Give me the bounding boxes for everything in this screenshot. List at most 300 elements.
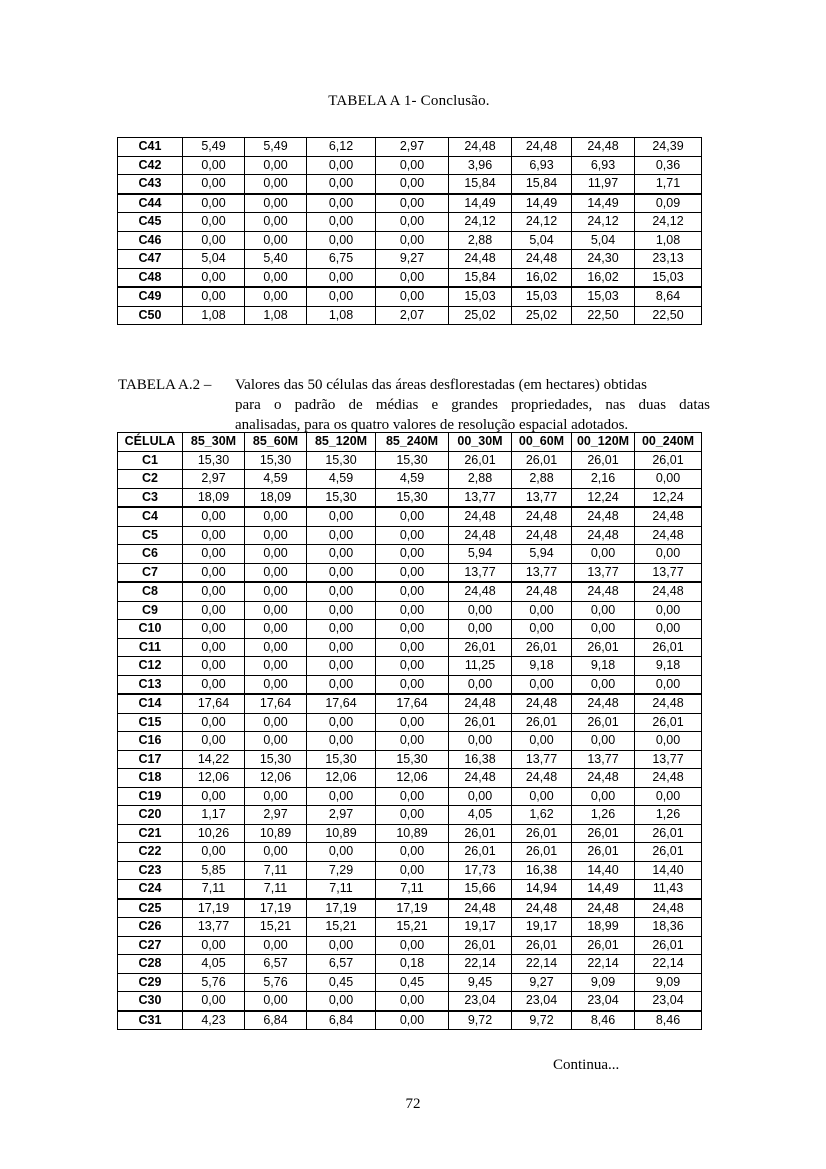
- table-cell: 0,00: [376, 713, 449, 732]
- column-header: 00_60M: [512, 433, 572, 452]
- table-cell: 19,17: [449, 918, 512, 937]
- table-row: [118, 750, 702, 769]
- table-cell: 6,57: [307, 955, 376, 974]
- cell-id: C30: [118, 992, 183, 1011]
- table1-body: [118, 138, 702, 325]
- table-cell: 14,94: [512, 880, 572, 899]
- table-row: [118, 138, 702, 157]
- table-cell: 8,46: [572, 1011, 635, 1030]
- table-cell: 9,18: [572, 657, 635, 676]
- table-cell: 0,00: [635, 470, 702, 489]
- table-cell: 12,24: [572, 488, 635, 507]
- table-cell: 0,00: [376, 156, 449, 175]
- table-cell: 14,49: [572, 194, 635, 213]
- table-cell: 26,01: [572, 936, 635, 955]
- table-cell: 0,00: [376, 620, 449, 639]
- table-cell: 24,48: [635, 582, 702, 601]
- table-cell: 0,00: [449, 601, 512, 620]
- table-cell: 24,12: [635, 213, 702, 232]
- table-cell: 15,21: [307, 918, 376, 937]
- table-cell: 4,05: [183, 955, 245, 974]
- table-cell: 23,04: [572, 992, 635, 1011]
- table-row: [118, 992, 702, 1011]
- table-cell: 0,00: [572, 675, 635, 694]
- table-row: [118, 231, 702, 250]
- table-cell: 0,00: [245, 526, 307, 545]
- table-row: [118, 694, 702, 713]
- table-cell: 7,11: [307, 880, 376, 899]
- table-cell: 0,00: [245, 194, 307, 213]
- table-cell: 24,48: [635, 507, 702, 526]
- table-cell: 0,00: [376, 843, 449, 862]
- column-header: 85_30M: [183, 433, 245, 452]
- table-cell: 14,49: [512, 194, 572, 213]
- table-cell: 26,01: [635, 451, 702, 470]
- table-cell: 14,49: [449, 194, 512, 213]
- table-row: [118, 955, 702, 974]
- table-cell: 13,77: [512, 750, 572, 769]
- table-cell: 17,19: [245, 899, 307, 918]
- table-cell: 15,03: [572, 287, 635, 306]
- table-cell: 26,01: [449, 936, 512, 955]
- table-cell: 0,00: [245, 582, 307, 601]
- table2-caption-line-1: Valores das 50 células das áreas desflorestadas (em hectares) obtidas: [235, 377, 647, 393]
- table-cell: 0,00: [245, 175, 307, 194]
- table-cell: 2,97: [307, 806, 376, 825]
- table-cell: 0,00: [245, 545, 307, 564]
- table-cell: 0,00: [183, 194, 245, 213]
- cell-id: C10: [118, 620, 183, 639]
- table-cell: 24,48: [512, 138, 572, 157]
- table-cell: 0,00: [183, 213, 245, 232]
- cell-id: C1: [118, 451, 183, 470]
- table-cell: 0,00: [183, 268, 245, 287]
- cell-id: C4: [118, 507, 183, 526]
- table2: [117, 432, 702, 1030]
- table-cell: 0,00: [376, 1011, 449, 1030]
- table-cell: 24,48: [635, 769, 702, 788]
- table-cell: 15,30: [307, 488, 376, 507]
- table-cell: 16,38: [449, 750, 512, 769]
- table-cell: 15,21: [245, 918, 307, 937]
- table-cell: 13,77: [512, 563, 572, 582]
- table-row: [118, 899, 702, 918]
- table-cell: 9,72: [512, 1011, 572, 1030]
- table-cell: 0,00: [245, 287, 307, 306]
- table-cell: 0,00: [183, 507, 245, 526]
- table-cell: 0,00: [376, 601, 449, 620]
- table-cell: 24,48: [572, 138, 635, 157]
- table-cell: 14,49: [572, 880, 635, 899]
- table-row: [118, 451, 702, 470]
- table-cell: 5,04: [512, 231, 572, 250]
- table-cell: 24,12: [512, 213, 572, 232]
- table-row: [118, 601, 702, 620]
- table-cell: 25,02: [512, 306, 572, 325]
- table-cell: 6,84: [245, 1011, 307, 1030]
- table-cell: 0,00: [449, 732, 512, 751]
- table-cell: 0,00: [376, 638, 449, 657]
- table-cell: 0,00: [376, 787, 449, 806]
- table-cell: 0,00: [245, 657, 307, 676]
- table-cell: 0,00: [183, 582, 245, 601]
- table-cell: 0,00: [307, 268, 376, 287]
- table-cell: 0,00: [635, 601, 702, 620]
- table-cell: 0,00: [307, 638, 376, 657]
- table-cell: 15,84: [512, 175, 572, 194]
- table-cell: 26,01: [512, 713, 572, 732]
- table-cell: 24,48: [449, 582, 512, 601]
- table-cell: 0,00: [449, 675, 512, 694]
- cell-id: C49: [118, 287, 183, 306]
- table1-title: [0, 93, 826, 110]
- table-cell: 0,00: [307, 545, 376, 564]
- table-cell: 0,00: [307, 582, 376, 601]
- table-cell: 6,84: [307, 1011, 376, 1030]
- cell-id: C11: [118, 638, 183, 657]
- table-cell: 10,89: [307, 824, 376, 843]
- table-cell: 15,03: [635, 268, 702, 287]
- table-row: [118, 545, 702, 564]
- table-cell: 26,01: [635, 843, 702, 862]
- table-cell: 0,00: [183, 563, 245, 582]
- table-cell: 5,49: [245, 138, 307, 157]
- table-cell: 0,00: [183, 231, 245, 250]
- table-cell: 24,48: [449, 769, 512, 788]
- table-cell: 0,00: [307, 992, 376, 1011]
- table-cell: 7,11: [245, 880, 307, 899]
- table-cell: 0,00: [572, 545, 635, 564]
- table-cell: 4,23: [183, 1011, 245, 1030]
- table-cell: 23,04: [635, 992, 702, 1011]
- table-cell: 13,77: [183, 918, 245, 937]
- table-cell: 4,59: [245, 470, 307, 489]
- column-header: 85_60M: [245, 433, 307, 452]
- table-cell: 3,96: [449, 156, 512, 175]
- table-cell: 0,00: [307, 563, 376, 582]
- table-cell: 26,01: [572, 638, 635, 657]
- cell-id: C24: [118, 880, 183, 899]
- table2-header-row: [118, 433, 702, 452]
- table-cell: 0,00: [183, 843, 245, 862]
- table-cell: 0,00: [307, 713, 376, 732]
- table-cell: 0,00: [183, 713, 245, 732]
- table-cell: 24,48: [449, 138, 512, 157]
- table-row: [118, 824, 702, 843]
- table2-caption: [118, 375, 710, 435]
- cell-id: C43: [118, 175, 183, 194]
- table-cell: 0,00: [183, 601, 245, 620]
- table-cell: 0,00: [307, 620, 376, 639]
- table-cell: 22,14: [572, 955, 635, 974]
- page-number: 72: [405, 1096, 421, 1112]
- table-cell: 24,48: [512, 582, 572, 601]
- cell-id: C26: [118, 918, 183, 937]
- table-cell: 6,93: [572, 156, 635, 175]
- cell-id: C46: [118, 231, 183, 250]
- table-row: [118, 638, 702, 657]
- table-cell: 15,03: [449, 287, 512, 306]
- table-cell: 23,04: [512, 992, 572, 1011]
- table-cell: 24,48: [572, 582, 635, 601]
- table-cell: 26,01: [449, 638, 512, 657]
- table-cell: 2,16: [572, 470, 635, 489]
- table-cell: 0,00: [376, 287, 449, 306]
- table-cell: 15,30: [376, 451, 449, 470]
- table-cell: 0,00: [245, 843, 307, 862]
- table-cell: 0,00: [572, 620, 635, 639]
- table-cell: 7,29: [307, 861, 376, 880]
- table-cell: 15,21: [376, 918, 449, 937]
- table-cell: 7,11: [376, 880, 449, 899]
- table-cell: 0,00: [449, 787, 512, 806]
- table-cell: 15,84: [449, 175, 512, 194]
- table-cell: 0,00: [183, 992, 245, 1011]
- table-cell: 0,00: [183, 675, 245, 694]
- table-cell: 0,00: [183, 936, 245, 955]
- table-cell: 0,00: [245, 638, 307, 657]
- table-cell: 9,18: [635, 657, 702, 676]
- cell-id: C22: [118, 843, 183, 862]
- table-cell: 5,94: [449, 545, 512, 564]
- table-cell: 0,00: [376, 657, 449, 676]
- table-cell: 2,07: [376, 306, 449, 325]
- table-cell: 0,00: [635, 620, 702, 639]
- table-cell: 9,09: [572, 973, 635, 992]
- table-cell: 2,88: [449, 470, 512, 489]
- table-row: [118, 175, 702, 194]
- table-cell: 24,39: [635, 138, 702, 157]
- cell-id: C15: [118, 713, 183, 732]
- table-cell: 0,00: [307, 213, 376, 232]
- table-cell: 10,89: [245, 824, 307, 843]
- table-cell: 14,40: [572, 861, 635, 880]
- table-cell: 0,00: [376, 992, 449, 1011]
- table-cell: 22,50: [572, 306, 635, 325]
- cell-id: C19: [118, 787, 183, 806]
- table-row: [118, 526, 702, 545]
- cell-id: C47: [118, 250, 183, 269]
- table-cell: 22,50: [635, 306, 702, 325]
- cell-id: C17: [118, 750, 183, 769]
- table-cell: 1,26: [572, 806, 635, 825]
- table-cell: 0,00: [512, 601, 572, 620]
- table-row: [118, 787, 702, 806]
- cell-id: C8: [118, 582, 183, 601]
- table-cell: 0,45: [376, 973, 449, 992]
- table-cell: 9,27: [512, 973, 572, 992]
- table-cell: 1,62: [512, 806, 572, 825]
- table-row: [118, 194, 702, 213]
- table-cell: 10,26: [183, 824, 245, 843]
- table-cell: 0,00: [245, 675, 307, 694]
- table-cell: 0,00: [183, 175, 245, 194]
- table-cell: 0,00: [376, 526, 449, 545]
- table-cell: 0,00: [512, 620, 572, 639]
- table-cell: 24,48: [635, 694, 702, 713]
- table-cell: 0,00: [512, 787, 572, 806]
- table-cell: 0,00: [183, 732, 245, 751]
- table-cell: 0,00: [376, 936, 449, 955]
- cell-id: C3: [118, 488, 183, 507]
- table-cell: 26,01: [635, 713, 702, 732]
- table-cell: 24,48: [512, 526, 572, 545]
- table-row: [118, 918, 702, 937]
- table-cell: 26,01: [635, 936, 702, 955]
- cell-id: C31: [118, 1011, 183, 1030]
- table-cell: 26,01: [572, 843, 635, 862]
- table-row: [118, 713, 702, 732]
- table-row: [118, 675, 702, 694]
- column-header: 00_30M: [449, 433, 512, 452]
- table-cell: 1,08: [307, 306, 376, 325]
- table-cell: 0,00: [307, 601, 376, 620]
- table-cell: 24,48: [572, 694, 635, 713]
- table-row: [118, 156, 702, 175]
- table2-body: [118, 451, 702, 1030]
- table-cell: 13,77: [635, 563, 702, 582]
- table-cell: 0,00: [376, 213, 449, 232]
- table-cell: 5,76: [245, 973, 307, 992]
- column-header: 00_240M: [635, 433, 702, 452]
- table-cell: 0,00: [572, 787, 635, 806]
- table-cell: 1,08: [245, 306, 307, 325]
- cell-id: C48: [118, 268, 183, 287]
- table-cell: 5,76: [183, 973, 245, 992]
- table-cell: 0,00: [512, 732, 572, 751]
- table-cell: 0,00: [245, 620, 307, 639]
- table-row: [118, 470, 702, 489]
- table2-caption-line-2: para o padrão de médias e grandes propriedades, nas duas datas: [235, 397, 710, 413]
- cell-id: C28: [118, 955, 183, 974]
- table-cell: 0,00: [183, 287, 245, 306]
- table-cell: 13,77: [635, 750, 702, 769]
- cell-id: C25: [118, 899, 183, 918]
- cell-id: C50: [118, 306, 183, 325]
- table-row: [118, 973, 702, 992]
- table-cell: 9,72: [449, 1011, 512, 1030]
- table-cell: 9,45: [449, 973, 512, 992]
- table-row: [118, 250, 702, 269]
- table-cell: 17,64: [307, 694, 376, 713]
- table-cell: 0,00: [376, 194, 449, 213]
- table-cell: 26,01: [449, 824, 512, 843]
- table-cell: 2,97: [376, 138, 449, 157]
- table-cell: 17,19: [307, 899, 376, 918]
- table-cell: 26,01: [512, 638, 572, 657]
- table-cell: 0,00: [635, 787, 702, 806]
- table-row: [118, 880, 702, 899]
- table-cell: 24,48: [449, 507, 512, 526]
- table-cell: 12,06: [307, 769, 376, 788]
- table-cell: 24,48: [449, 250, 512, 269]
- table-row: [118, 657, 702, 676]
- table-cell: 15,66: [449, 880, 512, 899]
- table-cell: 19,17: [512, 918, 572, 937]
- cell-id: C44: [118, 194, 183, 213]
- table-cell: 0,00: [245, 601, 307, 620]
- cell-id: C45: [118, 213, 183, 232]
- table-cell: 15,30: [307, 451, 376, 470]
- table-cell: 8,64: [635, 287, 702, 306]
- table-cell: 24,48: [512, 250, 572, 269]
- table-cell: 4,59: [376, 470, 449, 489]
- table-cell: 0,00: [245, 507, 307, 526]
- table-cell: 0,00: [307, 231, 376, 250]
- table-cell: 24,48: [512, 769, 572, 788]
- table-cell: 0,00: [307, 657, 376, 676]
- table-cell: 0,00: [245, 713, 307, 732]
- table-cell: 0,00: [245, 732, 307, 751]
- table-cell: 0,00: [245, 268, 307, 287]
- table-cell: 0,00: [572, 601, 635, 620]
- table-cell: 26,01: [635, 824, 702, 843]
- table-cell: 0,00: [183, 156, 245, 175]
- table-cell: 13,77: [449, 563, 512, 582]
- table-cell: 17,64: [183, 694, 245, 713]
- table-cell: 4,59: [307, 470, 376, 489]
- table-cell: 9,18: [512, 657, 572, 676]
- cell-id: C5: [118, 526, 183, 545]
- table-cell: 17,19: [183, 899, 245, 918]
- table-cell: 15,30: [376, 488, 449, 507]
- table-cell: 0,00: [245, 992, 307, 1011]
- table-cell: 24,48: [512, 507, 572, 526]
- table-cell: 5,04: [572, 231, 635, 250]
- table-row: [118, 488, 702, 507]
- table-cell: 7,11: [245, 861, 307, 880]
- table-cell: 6,93: [512, 156, 572, 175]
- table-cell: 24,48: [635, 526, 702, 545]
- table-cell: 0,00: [183, 787, 245, 806]
- table-row: [118, 1011, 702, 1030]
- table-cell: 24,48: [635, 899, 702, 918]
- table-cell: 24,48: [512, 694, 572, 713]
- table-cell: 14,22: [183, 750, 245, 769]
- table-cell: 26,01: [635, 638, 702, 657]
- table-cell: 0,00: [376, 675, 449, 694]
- table-cell: 0,00: [376, 545, 449, 564]
- table-cell: 2,97: [183, 470, 245, 489]
- table-cell: 0,00: [307, 526, 376, 545]
- table-cell: 22,14: [635, 955, 702, 974]
- table-cell: 16,38: [512, 861, 572, 880]
- table1-title-text: TABELA A 1- Conclusão.: [328, 93, 490, 109]
- cell-id: C16: [118, 732, 183, 751]
- table-row: [118, 213, 702, 232]
- table-cell: 24,12: [572, 213, 635, 232]
- cell-id: C14: [118, 694, 183, 713]
- table-cell: 0,00: [572, 732, 635, 751]
- cell-id: C27: [118, 936, 183, 955]
- cell-id: C41: [118, 138, 183, 157]
- table-row: [118, 843, 702, 862]
- table-cell: 24,48: [572, 526, 635, 545]
- table-row: [118, 582, 702, 601]
- table-cell: 18,36: [635, 918, 702, 937]
- table-cell: 0,00: [376, 175, 449, 194]
- table-cell: 15,30: [245, 750, 307, 769]
- table-cell: 15,30: [183, 451, 245, 470]
- table-row: [118, 732, 702, 751]
- table-cell: 0,00: [183, 526, 245, 545]
- table-cell: 0,00: [183, 620, 245, 639]
- table-cell: 0,00: [307, 936, 376, 955]
- table-cell: 18,09: [183, 488, 245, 507]
- table-cell: 0,00: [307, 787, 376, 806]
- table-cell: 0,00: [307, 194, 376, 213]
- table-cell: 12,06: [245, 769, 307, 788]
